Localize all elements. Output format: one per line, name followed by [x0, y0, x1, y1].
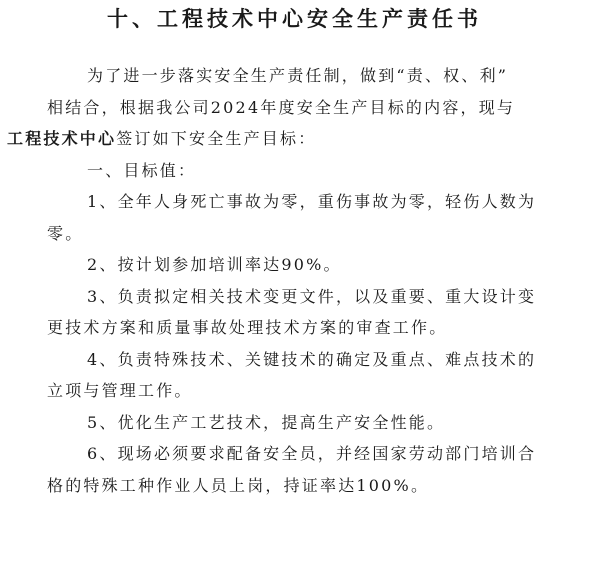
goal-item-4: 4、负责特殊技术、关键技术的确定及重点、难点技术的立项与管理工作。 [47, 349, 537, 400]
document-title: 十、工程技术中心安全生产责任书 [107, 7, 482, 31]
document-body [7, 60, 547, 501]
goal-item-2: 2、按计划参加培训率达90%。 [87, 255, 342, 274]
goal-item-5: 5、优化生产工艺技术，提高生产安全性能。 [87, 412, 446, 432]
intro-paragraph [7, 60, 547, 155]
goal-item-3: 3、负责拟定相关技术变更文件，以及重要、重大设计变更技术方案和质量事故处理技术方案的审查工作。 [47, 286, 537, 337]
intro-tail: 签订如下安全生产目标： [116, 129, 317, 148]
goal-item-1: 1、全年人身死亡事故为零，重伤事故为零，轻伤人数为零。 [47, 192, 537, 243]
section-heading: 一、目标值： [87, 160, 197, 180]
intro-line-2: 相结合，根据我公司2024年度安全生产目标的内容，现与 [47, 97, 516, 117]
intro-line-1: 为了进一步落实安全生产责任制，做到“责、权、利” [87, 66, 509, 85]
goal-item-6: 6、现场必须要求配备安全员，并经国家劳动部门培训合格的特殊工种作业人员上岗，持证率达100%。 [47, 444, 537, 495]
intro-party: 工程技术中心 [7, 129, 117, 148]
